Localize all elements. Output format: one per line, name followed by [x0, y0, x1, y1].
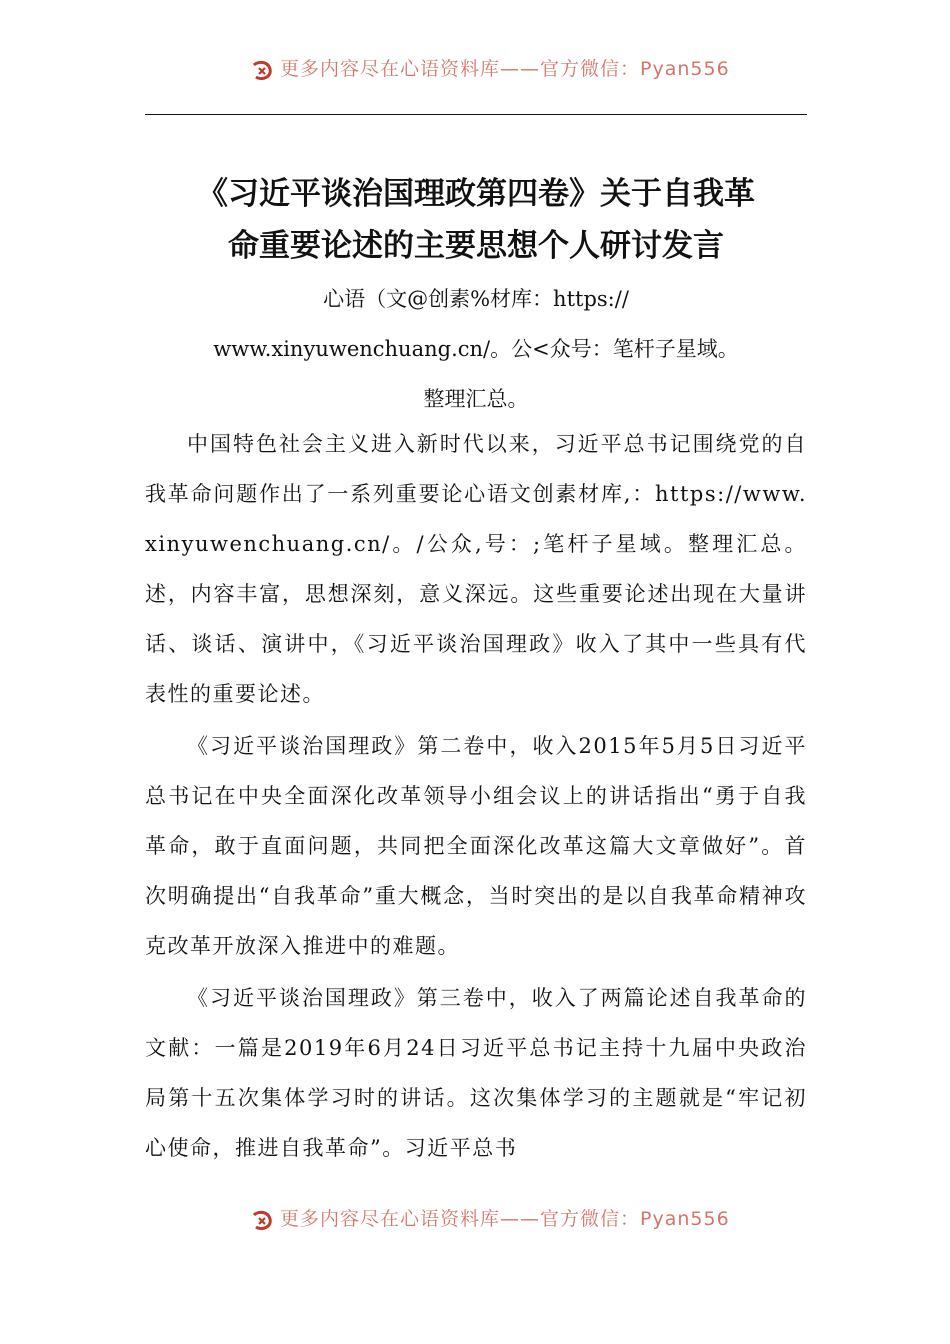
source-note [145, 274, 807, 424]
document-body [145, 419, 807, 1173]
paragraph: 《习近平谈治国理政》第三卷中，收入了两篇论述自我革命的文献：一篇是2019年6月24日习近平总书记主持十九届中央政治局第十五次集体学习时的讲话。这次集体学习的主题就是“牢记初心使命，推进自我革命”。习近平总书 [145, 986, 807, 1160]
title-line-1: 《习近平谈治国理政第四卷》关于自我革 [197, 176, 755, 212]
paragraph: 《习近平谈治国理政》第二卷中，收入2015年5月5日习近平总书记在中央全面深化改革领导小组会议上的讲话指出“勇于自我革命，敢于直面问题，共同把全面深化改革这篇大文章做好”。首次明确提出“自我革命”重大概念，当时突出的是以自我革命精神攻克改革开放深入推进中的难题。 [145, 734, 807, 958]
source-line-3: 整理汇总。 [423, 387, 529, 411]
footer-watermark [250, 1208, 730, 1234]
watermark-text: 更多内容尽在心语资料库——官方微信：Pyan556 [280, 1208, 730, 1230]
brand-logo-icon [250, 59, 274, 83]
source-line-1: 心语（文@创素%材库：https:// [323, 287, 629, 311]
brand-logo-icon [250, 1209, 274, 1233]
document-title [145, 168, 807, 272]
header-divider [145, 114, 807, 115]
watermark-text: 更多内容尽在心语资料库——官方微信：Pyan556 [280, 58, 730, 80]
paragraph: 中国特色社会主义进入新时代以来，习近平总书记围绕党的自我革命问题作出了一系列重要论心语文创素材库,：https://www.xinyuwenchuang.cn/。/公众,号：;笔杆子星域。整理汇总。述，内容丰富，思想深刻，意义深远。这些重要论述出现在大量讲话、谈话、演讲中，《习近平谈治国理政》收入了其中一些具有代表性的重要论述。 [145, 432, 807, 706]
title-line-2: 命重要论述的主要思想个人研讨发言 [228, 228, 724, 264]
header-watermark [250, 58, 730, 84]
source-line-2: www.xinyuwenchuang.cn/。公<众号：笔杆子星域。 [213, 337, 739, 361]
